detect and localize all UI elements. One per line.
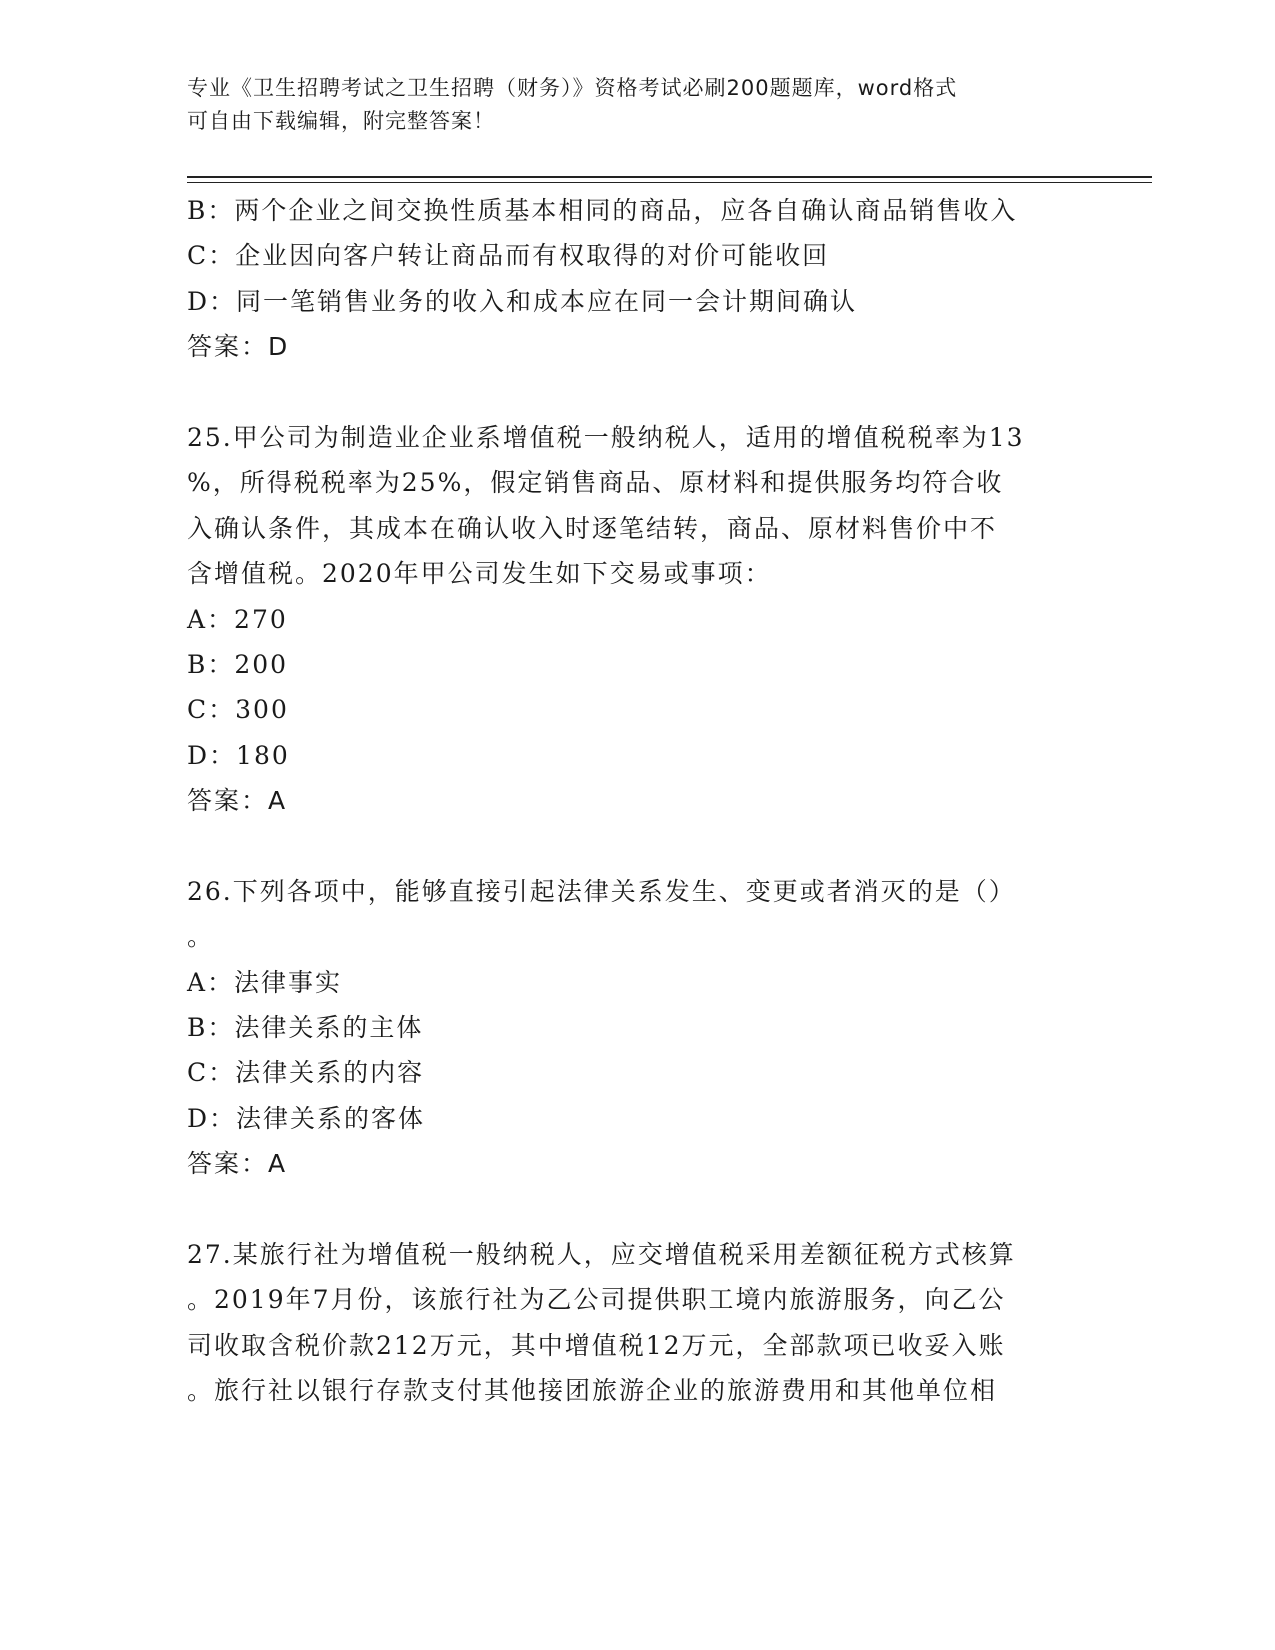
q27-stem-line-1: 27.某旅行社为增值税一般纳税人，应交增值税采用差额征税方式核算 xyxy=(187,1239,1016,1269)
question-content xyxy=(187,188,1107,1414)
q26-answer: 答案：A xyxy=(187,1149,288,1179)
question-24-tail xyxy=(187,188,1107,370)
spacer xyxy=(187,370,1107,415)
q27-stem-line-4: 。旅行社以银行存款支付其他接团旅游企业的旅游费用和其他单位相 xyxy=(187,1376,998,1406)
page-header xyxy=(187,72,1067,138)
q26-option-c: C：法律关系的内容 xyxy=(187,1058,425,1088)
q25-stem-line-4: 含增值税。2020年甲公司发生如下交易或事项： xyxy=(187,559,772,589)
spacer xyxy=(187,1187,1107,1232)
q26-option-a: A：法律事实 xyxy=(187,967,343,997)
header-divider-thick xyxy=(187,176,1152,178)
q24-answer: 答案：D xyxy=(187,332,290,362)
header-title-line-2: 可自由下载编辑，附完整答案！ xyxy=(187,109,495,133)
question-26 xyxy=(187,869,1107,1187)
q25-stem-line-1: 25.甲公司为制造业企业系增值税一般纳税人，适用的增值税税率为13 xyxy=(187,422,1025,452)
question-25 xyxy=(187,415,1107,824)
q26-option-b: B：法律关系的主体 xyxy=(187,1013,424,1043)
q25-option-d: D：180 xyxy=(187,740,290,770)
q27-stem-line-2: 。2019年7月份，该旅行社为乙公司提供职工境内旅游服务，向乙公 xyxy=(187,1285,1006,1315)
q26-option-d: D：法律关系的客体 xyxy=(187,1103,426,1133)
header-divider-thin xyxy=(187,182,1152,183)
q24-option-b: B：两个企业之间交换性质基本相同的商品，应各自确认商品销售收入 xyxy=(187,196,1018,225)
q25-stem-line-2: %，所得税税率为25%，假定销售商品、原材料和提供服务均符合收 xyxy=(187,468,1004,498)
spacer xyxy=(187,823,1107,868)
q26-stem-line-2: 。 xyxy=(187,922,215,952)
q26-stem-line-1: 26.下列各项中，能够直接引起法律关系发生、变更或者消灭的是（） xyxy=(187,876,1016,906)
question-27 xyxy=(187,1232,1107,1414)
q24-option-d: D：同一笔销售业务的收入和成本应在同一会计期间确认 xyxy=(187,286,858,316)
header-title-line-1: 专业《卫生招聘考试之卫生招聘（财务）》资格考试必刷200题题库，word格式 xyxy=(187,76,958,100)
q25-answer: 答案：A xyxy=(187,786,288,816)
q25-option-c: C：300 xyxy=(187,695,289,725)
q27-stem-line-3: 司收取含税价款212万元，其中增值税12万元，全部款项已收妥入账 xyxy=(187,1330,1006,1360)
q24-option-c: C：企业因向客户转让商品而有权取得的对价可能收回 xyxy=(187,241,830,271)
q25-option-b: B：200 xyxy=(187,649,289,679)
q25-stem-line-3: 入确认条件，其成本在确认收入时逐笔结转，商品、原材料售价中不 xyxy=(187,513,998,543)
q25-option-a: A：270 xyxy=(187,604,288,634)
